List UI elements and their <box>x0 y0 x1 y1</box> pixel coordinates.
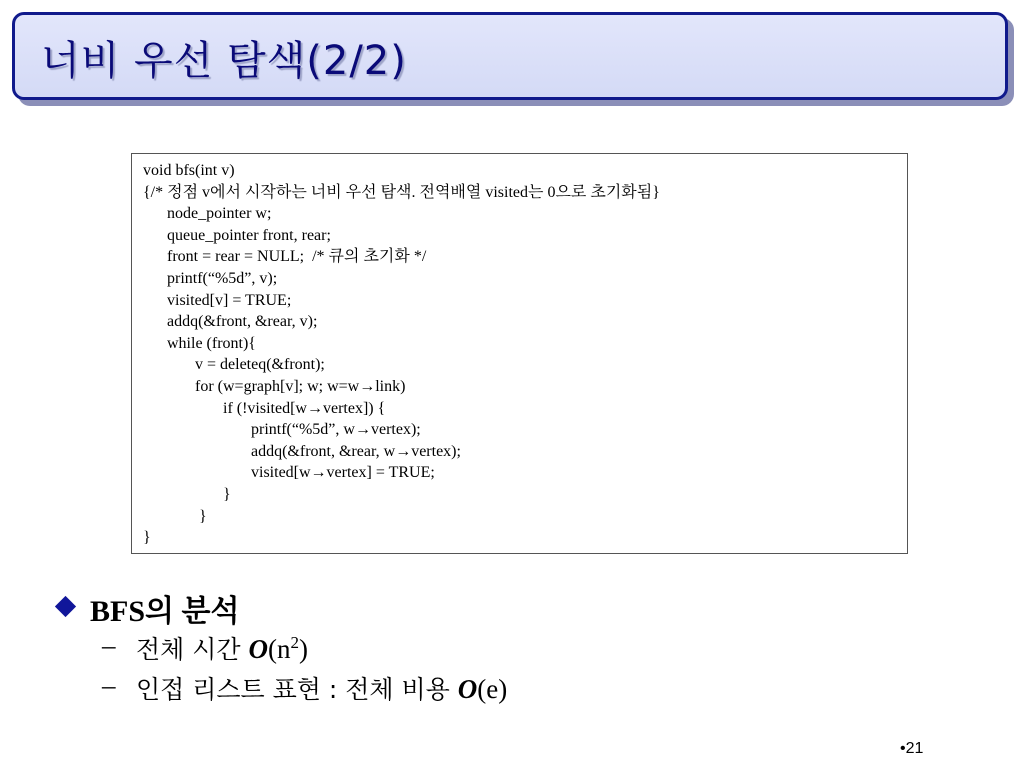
code-text: } <box>199 507 207 525</box>
code-line <box>143 527 907 549</box>
dash-bullet: – <box>102 670 116 700</box>
code-line <box>143 246 907 268</box>
code-text: addq(&front, &rear, v); <box>167 313 318 331</box>
slide-title: 너비 우선 탐색(2/2) <box>41 38 407 84</box>
code-block <box>131 153 908 554</box>
code-text: if (!visited[w→vertex]) { <box>223 399 386 417</box>
code-text: {/* 정점 v에서 시작하는 너비 우선 탐색. 전역배열 visited는 0으로 초기화됨} <box>143 183 660 201</box>
analysis-heading: BFS의 분석 <box>90 595 240 628</box>
code-line <box>143 419 907 441</box>
code-text: for (w=graph[v]; w; w=w→link) <box>195 377 406 395</box>
code-text: v = deleteq(&front); <box>195 356 325 374</box>
code-line <box>143 311 907 333</box>
code-text: front = rear = NULL; /* 큐의 초기화 */ <box>167 248 427 266</box>
code-line <box>143 182 907 204</box>
code-line <box>143 354 907 376</box>
analysis-item-text: 인접 리스트 표현 : 전체 비용 O(e) <box>136 674 508 704</box>
code-line <box>143 203 907 225</box>
code-line <box>143 462 907 484</box>
code-line <box>143 268 907 290</box>
code-text: queue_pointer front, rear; <box>167 226 331 244</box>
big-o: O <box>457 674 478 704</box>
code-text: } <box>143 529 151 547</box>
code-line <box>143 506 907 528</box>
code-line <box>143 398 907 420</box>
big-o: O <box>248 634 268 664</box>
analysis-item-text: 전체 시간 $O(n^2)$ <box>136 633 308 664</box>
code-line <box>143 290 907 312</box>
code-text: printf(“%5d”, v); <box>167 269 278 287</box>
code-text: visited[v] = TRUE; <box>167 291 292 309</box>
diamond-bullet-icon <box>55 596 76 617</box>
code-text: while (front){ <box>167 334 256 352</box>
code-line <box>143 160 907 182</box>
code-text: node_pointer w; <box>167 205 272 223</box>
code-line <box>143 484 907 506</box>
code-line <box>143 376 907 398</box>
page-number: •21 <box>900 740 924 757</box>
dash-bullet: – <box>102 630 116 660</box>
code-line <box>143 225 907 247</box>
code-text: void bfs(int v) <box>143 162 235 179</box>
title-box <box>12 12 1008 100</box>
exponent: 2 <box>290 633 299 652</box>
code-text: addq(&front, &rear, w→vertex); <box>251 442 461 460</box>
code-line <box>143 441 907 463</box>
code-text: visited[w→vertex] = TRUE; <box>251 464 435 482</box>
code-text: } <box>223 485 231 503</box>
code-line <box>143 333 907 355</box>
code-text: printf(“%5d”, w→vertex); <box>251 421 421 439</box>
